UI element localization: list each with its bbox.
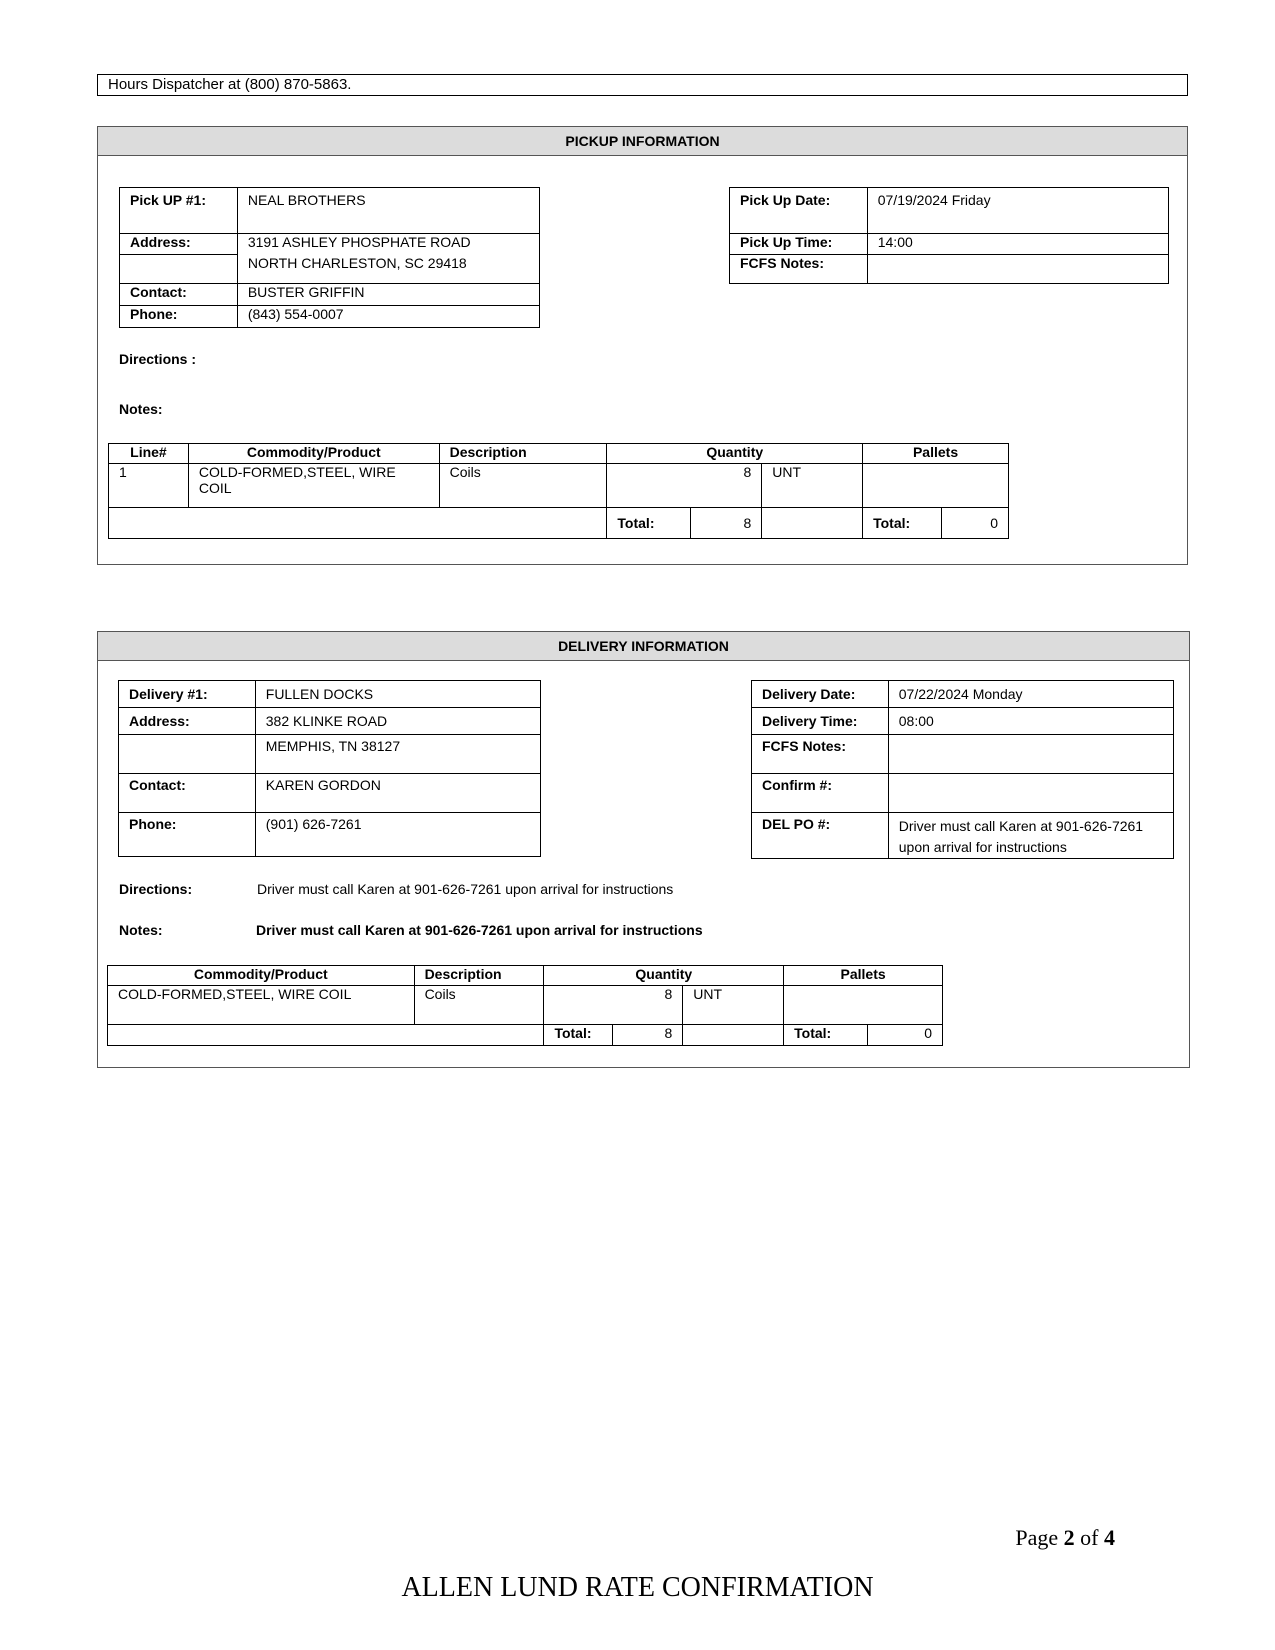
delivery-contact-label: Contact: <box>119 774 256 813</box>
delivery-phone: (901) 626-7261 <box>255 813 540 857</box>
delivery-address-line1: 382 KLINKE ROAD <box>255 708 540 735</box>
pickup-row-commodity: COLD-FORMED,STEEL, WIRE COIL <box>188 464 439 508</box>
pickup-phone: (843) 554-0007 <box>237 306 539 328</box>
delivery-pallet-total-label: Total: <box>784 1025 868 1046</box>
pickup-address-line1: 3191 ASHLEY PHOSPHATE ROAD <box>237 234 539 255</box>
delivery-po-line2: upon arrival for instructions <box>898 839 1067 855</box>
delivery-row-pallets <box>784 986 943 1025</box>
pickup-qty-total-label: Total: <box>607 508 691 539</box>
delivery-contact: KAREN GORDON <box>255 774 540 813</box>
delivery-time: 08:00 <box>888 708 1173 735</box>
pickup-name: NEAL BROTHERS <box>237 188 539 234</box>
pickup-row-line: 1 <box>109 464 189 508</box>
pickup-pallet-total: 0 <box>942 508 1009 539</box>
pickup-phone-label: Phone: <box>120 306 238 328</box>
delivery-row-unit: UNT <box>683 986 784 1025</box>
page-current: 2 <box>1063 1525 1075 1550</box>
pickup-col-description: Description <box>439 444 607 464</box>
pickup-row-qty: 8 <box>607 464 762 508</box>
delivery-confirm <box>888 774 1173 813</box>
pickup-items-table <box>108 443 1009 539</box>
page-prefix: Page <box>1015 1525 1064 1550</box>
delivery-fcfs <box>888 735 1173 774</box>
pickup-unit-total-blank <box>762 508 863 539</box>
delivery-po-line1: Driver must call Karen at 901-626-7261 <box>898 818 1144 834</box>
delivery-notes-label: Notes: <box>119 922 163 938</box>
pickup-row-pallets <box>863 464 1009 508</box>
pickup-contact-label: Contact: <box>120 284 238 306</box>
document-title: ALLEN LUND RATE CONFIRMATION <box>401 1572 874 1603</box>
delivery-unit-total-blank <box>683 1025 784 1046</box>
delivery-po <box>888 813 1173 859</box>
pickup-fcfs <box>867 255 1168 284</box>
pickup-notes-label: Notes: <box>119 401 163 417</box>
delivery-time-label: Delivery Time: <box>752 708 889 735</box>
delivery-schedule-table <box>751 680 1174 859</box>
delivery-col-description: Description <box>414 966 544 986</box>
delivery-directions-label: Directions: <box>119 881 193 897</box>
pickup-directions-label: Directions : <box>119 351 197 367</box>
delivery-po-label: DEL PO #: <box>752 813 889 859</box>
delivery-header: DELIVERY INFORMATION <box>98 632 1189 661</box>
pickup-address-label: Address: <box>120 234 238 255</box>
delivery-row-description: Coils <box>414 986 544 1025</box>
delivery-total-blank <box>108 1025 544 1046</box>
pickup-col-line: Line# <box>109 444 189 464</box>
pickup-col-pallets: Pallets <box>863 444 1009 464</box>
delivery-date-label: Delivery Date: <box>752 681 889 708</box>
delivery-phone-label: Phone: <box>119 813 256 857</box>
delivery-location-table <box>118 680 541 857</box>
delivery-col-commodity: Commodity/Product <box>108 966 415 986</box>
pickup-time: 14:00 <box>867 234 1168 255</box>
pickup-total-blank <box>109 508 607 539</box>
delivery-date: 07/22/2024 Monday <box>888 681 1173 708</box>
pickup-header: PICKUP INFORMATION <box>98 127 1187 156</box>
pickup-date: 07/19/2024 Friday <box>867 188 1168 234</box>
pickup-pallet-total-label: Total: <box>863 508 942 539</box>
pickup-schedule-table <box>729 187 1169 284</box>
delivery-name: FULLEN DOCKS <box>255 681 540 708</box>
delivery-fcfs-label: FCFS Notes: <box>752 735 889 774</box>
pickup-address-blank <box>120 255 238 284</box>
delivery-directions: Driver must call Karen at 901-626-7261 upon arrival for instructions <box>257 881 674 897</box>
pickup-time-label: Pick Up Time: <box>730 234 868 255</box>
delivery-address-label: Address: <box>119 708 256 735</box>
delivery-confirm-label: Confirm #: <box>752 774 889 813</box>
delivery-number-label: Delivery #1: <box>119 681 256 708</box>
page-mid: of <box>1074 1525 1104 1550</box>
delivery-address-blank <box>119 735 256 774</box>
delivery-notes: Driver must call Karen at 901-626-7261 upon arrival for instructions <box>256 922 703 938</box>
delivery-address-line2: MEMPHIS, TN 38127 <box>255 735 540 774</box>
page-number <box>1015 1525 1115 1551</box>
dispatcher-line: Hours Dispatcher at (800) 870-5863. <box>97 74 1188 96</box>
pickup-date-label: Pick Up Date: <box>730 188 868 234</box>
pickup-contact: BUSTER GRIFFIN <box>237 284 539 306</box>
delivery-pallet-total: 0 <box>868 1025 943 1046</box>
pickup-number-label: Pick UP #1: <box>120 188 238 234</box>
pickup-row-description: Coils <box>439 464 607 508</box>
delivery-row-commodity: COLD-FORMED,STEEL, WIRE COIL <box>108 986 415 1025</box>
page-total: 4 <box>1104 1525 1115 1550</box>
delivery-row-qty: 8 <box>544 986 683 1025</box>
delivery-items-table <box>107 965 943 1046</box>
pickup-row-unit: UNT <box>762 464 863 508</box>
delivery-qty-total: 8 <box>613 1025 683 1046</box>
pickup-address-line2: NORTH CHARLESTON, SC 29418 <box>237 255 539 284</box>
pickup-fcfs-label: FCFS Notes: <box>730 255 868 284</box>
pickup-col-quantity: Quantity <box>607 444 863 464</box>
delivery-col-pallets: Pallets <box>784 966 943 986</box>
delivery-col-quantity: Quantity <box>544 966 784 986</box>
delivery-qty-total-label: Total: <box>544 1025 613 1046</box>
pickup-col-commodity: Commodity/Product <box>188 444 439 464</box>
pickup-location-table <box>119 187 540 328</box>
pickup-qty-total: 8 <box>691 508 762 539</box>
